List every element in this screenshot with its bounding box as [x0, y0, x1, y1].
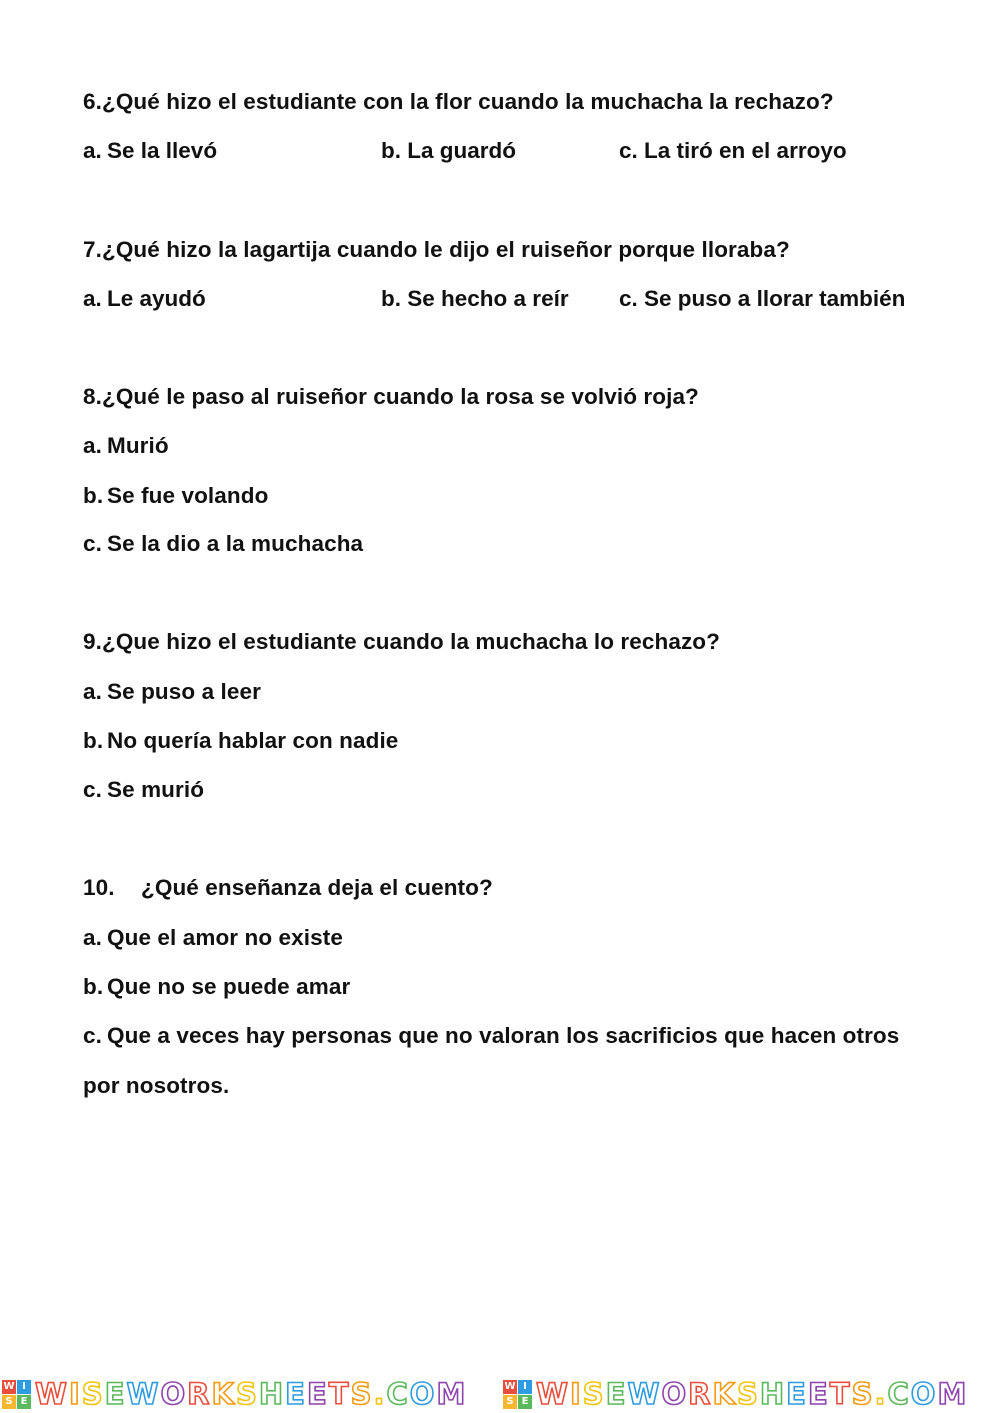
option-text: Que el amor no existe: [107, 925, 343, 950]
watermark-letter: R: [187, 1377, 212, 1411]
question-number: 6.: [83, 89, 102, 114]
watermark-letter: S: [582, 1377, 606, 1411]
option-text: Se la dio a la muchacha: [107, 531, 364, 556]
watermark-letter: C: [386, 1377, 410, 1411]
watermark-letter: K: [211, 1377, 236, 1411]
watermark-letter: S: [736, 1377, 760, 1411]
watermark-letter: S: [350, 1377, 374, 1411]
watermark-letter: O: [661, 1377, 689, 1411]
question-10-option-b: [83, 973, 350, 1001]
option-label: c.: [83, 1023, 102, 1048]
watermark-footer: [0, 1374, 1000, 1413]
option-text: Se fue volando: [107, 483, 269, 508]
watermark-text: [536, 1378, 968, 1410]
logo-letter: W: [3, 1381, 15, 1392]
watermark-brand: [503, 1378, 968, 1410]
watermark-letter: W: [35, 1377, 69, 1411]
question-number: 9.: [83, 629, 102, 654]
watermark-letter: W: [126, 1377, 161, 1411]
watermark-letter: O: [160, 1377, 188, 1411]
option-text: No quería hablar con nadie: [107, 728, 399, 753]
option-text-continuation: por nosotros.: [83, 1073, 230, 1098]
watermark-letter: S: [235, 1377, 259, 1411]
option-label: b.: [83, 483, 104, 508]
option-label: b.: [83, 974, 104, 999]
watermark-letter: H: [759, 1377, 787, 1411]
question-number: 8.: [83, 384, 102, 409]
watermark-letter: R: [688, 1377, 713, 1411]
logo-letter: S: [2, 1395, 16, 1409]
option-label: a.: [83, 433, 102, 458]
question-text: ¿Qué hizo la lagartija cuando le dijo el ruiseñor porque lloraba?: [101, 237, 790, 262]
logo-letter: E: [518, 1395, 532, 1409]
watermark-letter: E: [285, 1377, 307, 1411]
question-7-option-a: [83, 285, 206, 313]
option-text: Que no se puede amar: [107, 974, 351, 999]
watermark-letter: H: [258, 1377, 286, 1411]
logo-letter: W: [504, 1381, 516, 1392]
option-text: Se murió: [107, 777, 205, 802]
question-9: [83, 628, 720, 656]
option-label: b.: [83, 728, 104, 753]
option-label: b.: [381, 138, 401, 163]
option-text: Se puso a leer: [107, 679, 261, 704]
watermark-letter: W: [536, 1377, 570, 1411]
watermark-brand: [2, 1378, 467, 1410]
option-label: a.: [83, 286, 102, 311]
option-text: La guardó: [407, 138, 517, 163]
question-7: [83, 236, 790, 264]
option-text: Le ayudó: [107, 286, 206, 311]
question-8: [83, 383, 699, 411]
option-label: a.: [83, 925, 102, 950]
logo-letter: I: [17, 1380, 31, 1394]
watermark-letter: M: [436, 1377, 468, 1411]
watermark-letter: T: [829, 1377, 852, 1411]
watermark-letter: I: [570, 1377, 583, 1411]
question-9-option-b: [83, 727, 398, 755]
question-8-option-c: [83, 530, 363, 558]
watermark-letter: T: [328, 1377, 351, 1411]
question-7-option-b: [381, 285, 569, 313]
option-text: Se hecho a reír: [407, 286, 569, 311]
watermark-letter: W: [627, 1377, 662, 1411]
option-label: c.: [619, 138, 638, 163]
option-label: c.: [83, 531, 102, 556]
option-label: b.: [381, 286, 401, 311]
option-label: c.: [83, 777, 102, 802]
watermark-text: [35, 1378, 467, 1410]
watermark-letter: E: [104, 1377, 127, 1411]
question-text: ¿Qué hizo el estudiante con la flor cuando la muchacha la rechazo?: [101, 89, 834, 114]
question-text: ¿Qué enseñanza deja el cuento?: [141, 875, 493, 900]
watermark-letter: C: [887, 1377, 911, 1411]
question-text: ¿Qué le paso al ruiseñor cuando la rosa se volvió roja?: [101, 384, 699, 409]
watermark-letter: S: [851, 1377, 875, 1411]
logo-letter: S: [503, 1395, 517, 1409]
question-8-option-b: [83, 482, 268, 510]
logo-letter: I: [518, 1380, 532, 1394]
question-number: 7.: [83, 237, 102, 262]
watermark-letter: E: [786, 1377, 808, 1411]
question-6-option-b: [381, 137, 516, 165]
question-9-option-c: [83, 776, 204, 804]
logo-letter: E: [17, 1395, 31, 1409]
option-label: c.: [619, 286, 638, 311]
question-10-option-c-continuation: [83, 1072, 229, 1100]
option-label: a.: [83, 679, 102, 704]
option-text: Que a veces hay personas que no valoran los sacrificios que hacen otros: [107, 1023, 900, 1048]
question-10: [83, 874, 493, 902]
question-6: [83, 88, 834, 116]
question-8-option-a: [83, 432, 169, 460]
wise-logo-icon: [2, 1380, 31, 1409]
wise-logo-icon: [503, 1380, 532, 1409]
watermark-letter: E: [605, 1377, 628, 1411]
watermark-letter: O: [409, 1377, 437, 1411]
question-text: ¿Que hizo el estudiante cuando la muchacha lo rechazo?: [101, 629, 720, 654]
option-label: a.: [83, 138, 102, 163]
question-9-option-a: [83, 678, 261, 706]
option-text: Se la llevó: [107, 138, 218, 163]
question-7-option-c: [619, 285, 905, 313]
watermark-letter: S: [81, 1377, 105, 1411]
watermark-letter: K: [712, 1377, 737, 1411]
option-text: La tiró en el arroyo: [644, 138, 847, 163]
question-6-option-a: [83, 137, 217, 165]
watermark-letter: .: [874, 1377, 888, 1411]
question-10-option-a: [83, 924, 343, 952]
question-6-option-c: [619, 137, 847, 165]
watermark-letter: E: [306, 1377, 329, 1411]
question-number: 10.: [83, 875, 115, 900]
watermark-letter: I: [69, 1377, 82, 1411]
question-10-option-c: [83, 1022, 899, 1050]
watermark-letter: E: [807, 1377, 830, 1411]
watermark-letter: O: [910, 1377, 938, 1411]
option-text: Se puso a llorar también: [644, 286, 906, 311]
watermark-letter: .: [373, 1377, 387, 1411]
option-text: Murió: [107, 433, 169, 458]
watermark-letter: M: [937, 1377, 969, 1411]
